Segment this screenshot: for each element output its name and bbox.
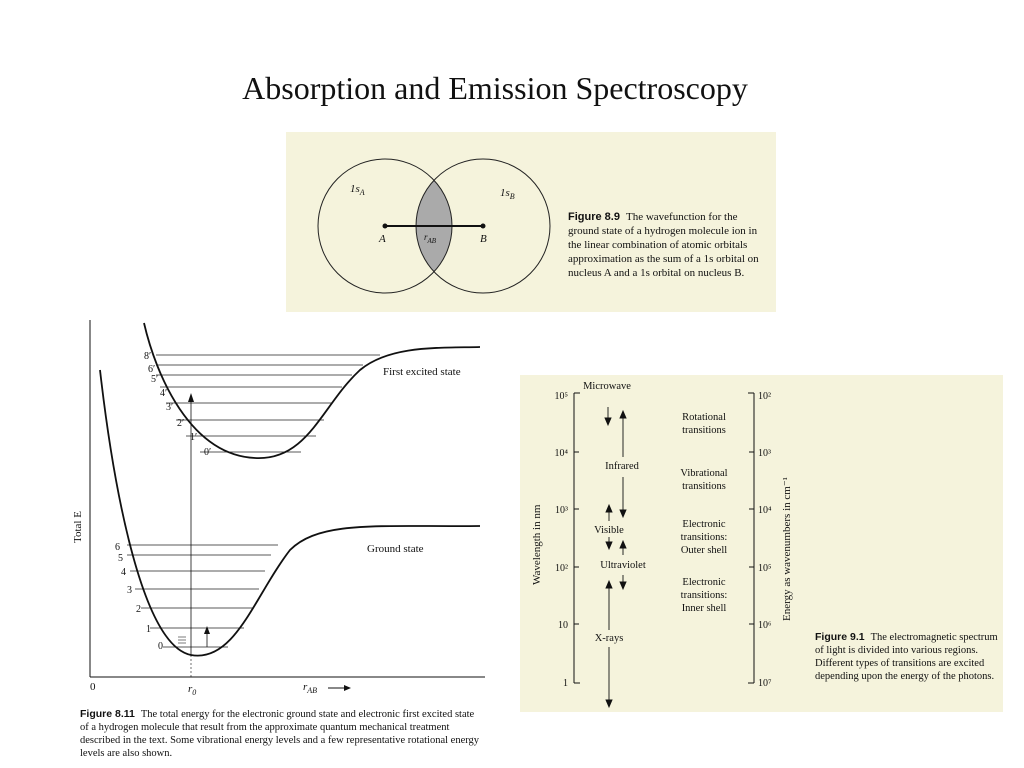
svg-text:Vibrationaltransitions: Vibrational transitions bbox=[680, 468, 728, 492]
label-1sB: $1s_B$ bbox=[500, 187, 515, 201]
rAB-axis-label: $r_{AB}$ bbox=[303, 681, 318, 695]
caption-number: Figure 8.11 bbox=[80, 708, 135, 720]
spectrum-regions bbox=[583, 381, 646, 644]
svg-text:8′: 8′ bbox=[144, 351, 152, 362]
svg-text:3′: 3′ bbox=[166, 402, 174, 413]
slide-title: Absorption and Emission Spectroscopy bbox=[242, 70, 748, 106]
figure-9-1-panel bbox=[520, 375, 1003, 712]
svg-text:0: 0 bbox=[158, 641, 163, 652]
svg-text:Ultraviolet: Ultraviolet bbox=[600, 560, 646, 571]
svg-text:4′: 4′ bbox=[160, 388, 168, 399]
svg-text:10⁵: 10⁵ bbox=[554, 391, 568, 402]
svg-text:2′: 2′ bbox=[177, 418, 185, 429]
svg-text:10³: 10³ bbox=[555, 505, 568, 516]
figure-8-11-caption bbox=[80, 708, 480, 760]
svg-text:1′: 1′ bbox=[190, 432, 198, 443]
svg-text:Rotationaltransitions: Rotational transitions bbox=[682, 412, 726, 436]
rotational-levels bbox=[178, 637, 186, 643]
ground-level-labels bbox=[115, 542, 163, 652]
wavenumber-axis-label: Energy as wavenumbers in cm⁻¹ bbox=[781, 477, 793, 621]
origin-label: 0 bbox=[90, 681, 96, 693]
caption-number: Figure 9.1 bbox=[815, 631, 865, 643]
svg-text:1: 1 bbox=[563, 678, 568, 689]
svg-text:1: 1 bbox=[146, 624, 151, 635]
svg-text:10⁷: 10⁷ bbox=[758, 678, 772, 689]
svg-text:Infrared: Infrared bbox=[605, 461, 639, 472]
svg-text:2: 2 bbox=[136, 604, 141, 615]
svg-text:X-rays: X-rays bbox=[594, 633, 624, 644]
svg-text:10: 10 bbox=[558, 620, 568, 631]
label-A: A bbox=[379, 233, 386, 245]
nucleus-B bbox=[481, 224, 486, 229]
svg-text:0′: 0′ bbox=[204, 447, 212, 458]
label-1sA: $1s_A$ bbox=[350, 183, 365, 197]
svg-text:10⁵: 10⁵ bbox=[758, 563, 772, 574]
caption-text: The wavefunction for the ground state of a hydrogen molecule ion in the linear combination of atomic orbitals approximation as the sum of a 1s orbital on nucleus A and a 1s orbital on nucleus B. bbox=[568, 211, 759, 279]
figure-9-1-caption bbox=[815, 631, 999, 683]
svg-text:10³: 10³ bbox=[758, 448, 771, 459]
figure-8-9-caption bbox=[568, 210, 768, 280]
svg-text:10⁴: 10⁴ bbox=[554, 448, 568, 459]
transition-arrows bbox=[605, 407, 626, 707]
y-axis-label: Total E bbox=[72, 511, 84, 543]
svg-text:10⁶: 10⁶ bbox=[758, 620, 772, 631]
caption-text: The electromagnetic spectrum of light is divided into various regions. Different types of transitions are excited depending upon the energy of the photons. bbox=[815, 632, 998, 682]
svg-text:Microwave: Microwave bbox=[583, 381, 631, 392]
wavenumber-ticks bbox=[758, 391, 772, 689]
label-rAB: $r_{AB}$ bbox=[424, 232, 437, 245]
transition-labels bbox=[680, 412, 727, 614]
svg-text:3: 3 bbox=[127, 585, 132, 596]
figure-8-9-panel bbox=[286, 132, 776, 312]
excited-state-label: First excited state bbox=[383, 366, 461, 378]
svg-text:Electronictransitions:Inner sh: Electronic transitions: Inner shell bbox=[680, 577, 728, 614]
svg-text:6′: 6′ bbox=[148, 364, 156, 375]
label-B: B bbox=[480, 233, 487, 245]
caption-number: Figure 8.9 bbox=[568, 211, 620, 223]
wavelength-axis-label: Wavelength in nm bbox=[531, 504, 543, 585]
svg-text:6: 6 bbox=[115, 542, 120, 553]
svg-text:5′: 5′ bbox=[151, 374, 159, 385]
svg-text:Visible: Visible bbox=[594, 525, 624, 536]
svg-text:5: 5 bbox=[118, 553, 123, 564]
svg-text:10⁴: 10⁴ bbox=[758, 505, 772, 516]
r0-label: $r_0$ bbox=[188, 683, 197, 697]
caption-text: The total energy for the electronic ground state and electronic first excited state of a hydrogen molecule that result from the approximate quantum mechanical treatment described in the text. Some vibrational energy levels and a few representative rotational energy levels are also shown. bbox=[80, 709, 480, 759]
wavelength-ticks bbox=[555, 391, 569, 689]
nucleus-A bbox=[383, 224, 388, 229]
ground-state-label: Ground state bbox=[367, 543, 424, 555]
svg-text:10²: 10² bbox=[758, 391, 771, 402]
svg-text:Electronictransitions:Outer sh: Electronic transitions: Outer shell bbox=[680, 519, 728, 556]
figure-8-11-diagram bbox=[60, 315, 490, 700]
svg-text:10²: 10² bbox=[555, 563, 568, 574]
ground-state-curve bbox=[100, 370, 480, 656]
svg-text:4: 4 bbox=[121, 567, 126, 578]
